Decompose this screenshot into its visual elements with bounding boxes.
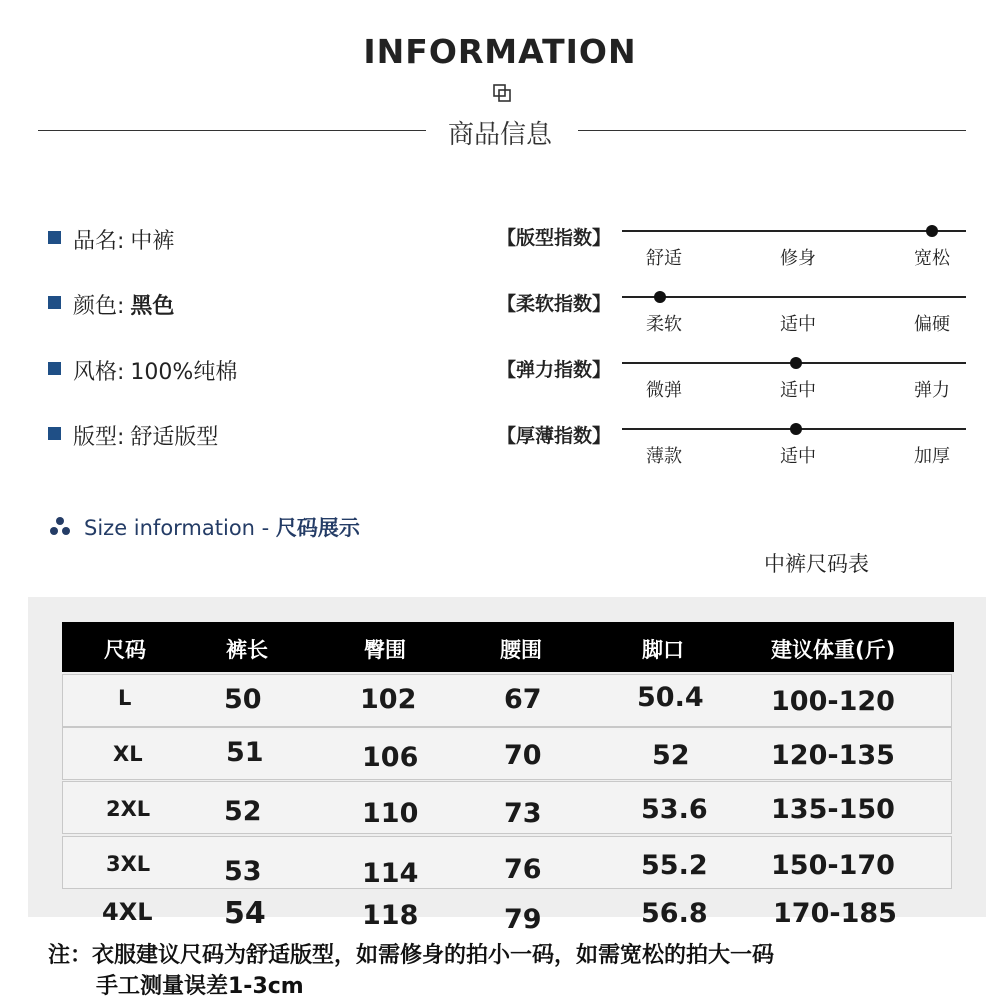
info-label: 品名:	[73, 229, 125, 254]
index-tick: 加厚	[914, 446, 950, 467]
table-cell: 53.6	[641, 794, 708, 825]
table-cell: 2XL	[106, 797, 151, 821]
index-tick: 微弹	[646, 380, 682, 401]
table-cell: 56.8	[641, 898, 708, 929]
table-cell: 100-120	[771, 686, 895, 717]
bullet-square	[48, 427, 61, 440]
index-tick: 舒适	[646, 248, 682, 269]
info-value: 黑色	[130, 294, 175, 319]
table-cell: 52	[224, 796, 262, 827]
index-marker	[790, 423, 802, 435]
index-scale-line	[622, 296, 966, 298]
info-item	[73, 224, 174, 255]
index-tick: 适中	[780, 314, 816, 335]
table-cell: 53	[224, 856, 262, 887]
size-heading-en: Size information -	[84, 516, 276, 540]
info-label: 风格:	[73, 360, 125, 385]
table-cell: 135-150	[771, 794, 895, 825]
overlap-squares-icon	[493, 84, 511, 102]
index-tick: 适中	[780, 446, 816, 467]
index-label: 【弹力指数】	[497, 359, 612, 381]
table-cell: 50.4	[637, 682, 704, 713]
table-cell: 106	[362, 742, 419, 773]
bullet-square	[48, 296, 61, 309]
table-cell: 79	[504, 904, 542, 935]
table-header-cell: 建议体重(斤)	[771, 638, 896, 662]
table-header-cell: 臀围	[364, 638, 406, 662]
table-cell: 70	[504, 740, 542, 771]
table-cell: 118	[362, 900, 419, 931]
index-tick: 偏硬	[914, 314, 950, 335]
info-item	[73, 355, 237, 386]
size-note: 注：衣服建议尺码为舒适版型，如需修身的拍小一码，如需宽松的拍大一码	[48, 943, 775, 968]
index-tick: 薄款	[646, 446, 682, 467]
table-header-cell: 裤长	[226, 638, 268, 662]
table-cell: 4XL	[102, 898, 153, 926]
table-cell: 73	[504, 798, 542, 829]
size-table-caption: 中裤尺码表	[764, 552, 869, 576]
size-information-heading	[84, 512, 360, 542]
page-subtitle: 商品信息	[447, 120, 552, 150]
index-tick: 适中	[780, 380, 816, 401]
info-item	[73, 420, 218, 451]
table-cell: 120-135	[771, 740, 895, 771]
table-cell: 67	[504, 684, 542, 715]
table-cell: 3XL	[106, 852, 151, 876]
table-cell: 114	[362, 858, 419, 889]
bullet-square	[48, 231, 61, 244]
index-marker	[790, 357, 802, 369]
table-cell: 170-185	[773, 898, 897, 929]
info-value: 中裤	[130, 229, 175, 254]
bullet-square	[48, 362, 61, 375]
table-header-cell: 腰围	[500, 638, 542, 662]
size-heading-cn: 尺码展示	[275, 516, 360, 540]
table-cell: 110	[362, 798, 419, 829]
info-label: 版型:	[73, 425, 125, 450]
index-tick: 修身	[780, 248, 816, 269]
info-value: 舒适版型	[130, 425, 219, 450]
table-cell: 102	[360, 684, 417, 715]
index-scale-line	[622, 230, 966, 232]
index-label: 【柔软指数】	[497, 293, 612, 315]
measurement-note: 手工测量误差1-3cm	[96, 974, 304, 999]
index-tick: 弹力	[914, 380, 950, 401]
index-marker	[654, 291, 666, 303]
table-cell: 76	[504, 854, 542, 885]
info-value: 100%纯棉	[130, 360, 238, 385]
index-tick: 柔软	[646, 314, 682, 335]
table-cell: 54	[224, 896, 266, 931]
index-marker	[926, 225, 938, 237]
table-cell: 55.2	[641, 850, 708, 881]
info-label: 颜色:	[73, 294, 125, 319]
tri-circle-icon	[48, 515, 72, 539]
table-cell: 150-170	[771, 850, 895, 881]
page-title: INFORMATION	[363, 32, 637, 71]
table-cell: L	[118, 686, 132, 710]
index-label: 【版型指数】	[497, 227, 612, 249]
index-label: 【厚薄指数】	[497, 425, 612, 447]
table-cell: 52	[652, 740, 690, 771]
table-cell: 50	[224, 684, 262, 715]
table-header-cell: 脚口	[642, 638, 684, 662]
info-item	[73, 289, 174, 320]
table-cell: 51	[226, 737, 264, 768]
table-cell: XL	[113, 742, 143, 766]
table-header-cell: 尺码	[104, 638, 146, 662]
index-tick: 宽松	[914, 248, 950, 269]
